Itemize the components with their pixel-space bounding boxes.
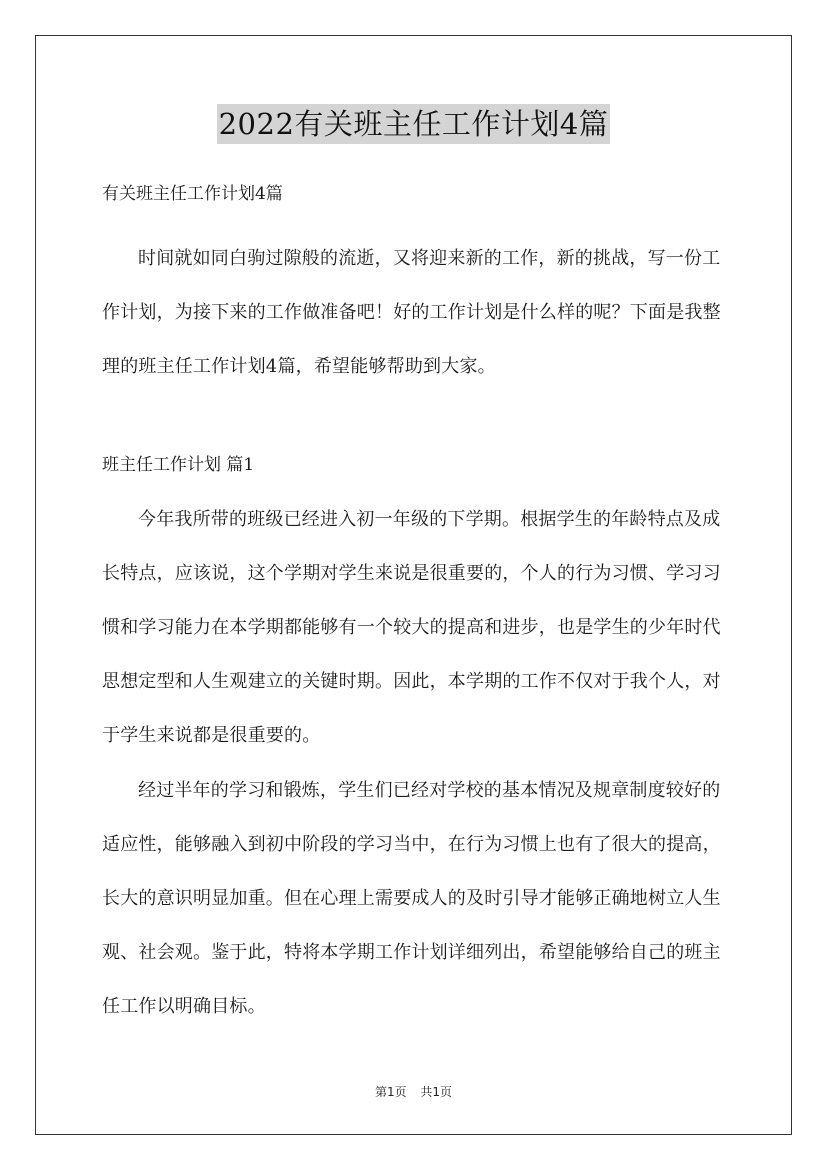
page-number: 第1页 [374,1085,407,1099]
section-heading: 班主任工作计划 篇1 [102,455,255,475]
document-title: 2022有关班主任工作计划4篇 [217,104,611,144]
page-count: 共1页 [420,1085,453,1099]
body-paragraph-2: 经过半年的学习和锻炼，学生们已经对学校的基本情况及规章制度较好的适应性，能够融入到初中阶段的学习当中，在行为习惯上也有了很大的提高，长大的意识明显加重。但在心理上需要成人的及时引导才能够正确地树立人生观、社会观。鉴于此，特将本学期工作计划详细列出，希望能够给自己的班主任工作以明确目标。 [102,780,721,1017]
page-footer [0,1083,827,1100]
intro-paragraph: 时间就如同白驹过隙般的流逝，又将迎来新的工作，新的挑战，写一份工作计划，为接下来的工作做准备吧！好的工作计划是什么样的呢？下面是我整理的班主任工作计划4篇，希望能够帮助到大家。 [102,248,721,377]
body-paragraph-1: 今年我所带的班级已经进入初一年级的下学期。根据学生的年龄特点及成长特点，应该说，这个学期对学生来说是很重要的，个人的行为习惯、学习习惯和学习能力在本学期都能够有一个较大的提高和进步，也是学生的少年时代思想定型和人生观建立的关键时期。因此，本学期的工作不仅对于我个人，对于学生来说都是很重要的。 [102,509,721,746]
document-subtitle: 有关班主任工作计划4篇 [102,184,283,204]
title-container [0,104,827,144]
